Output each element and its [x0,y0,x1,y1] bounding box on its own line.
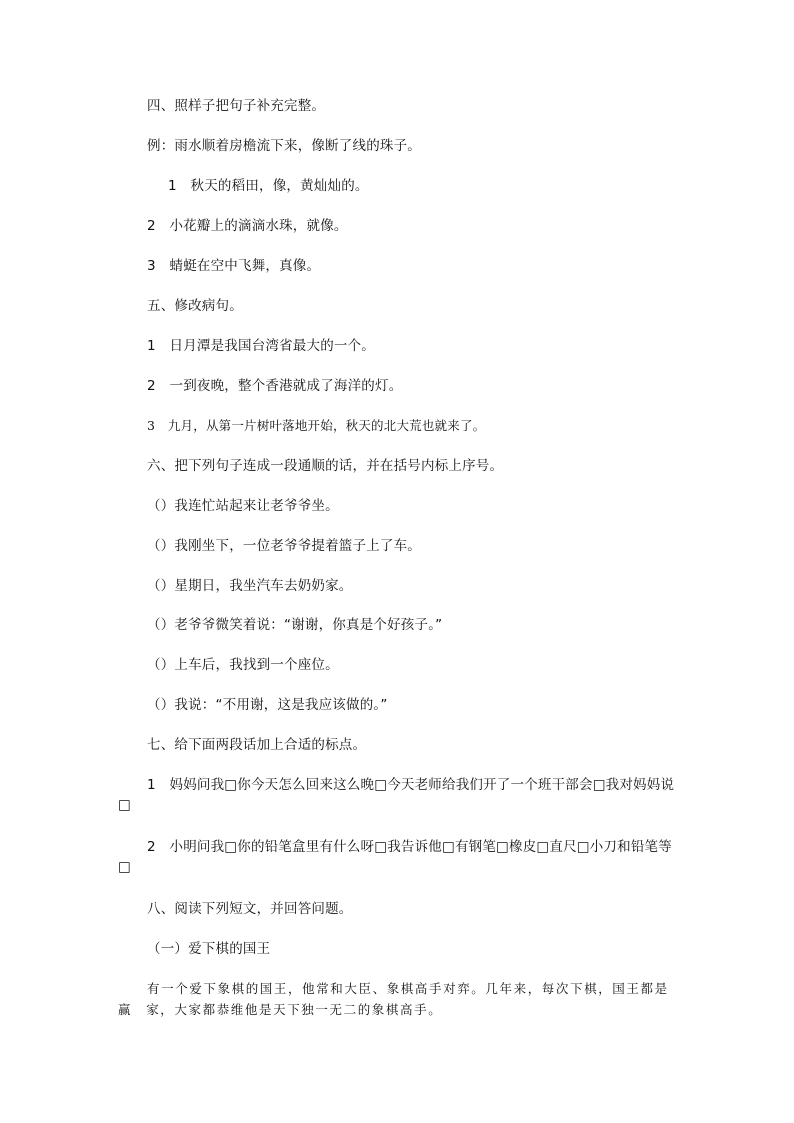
section-6-item-4: （）老爷爷微笑着说：“谢谢，你真是个好孩子。” [147,617,443,633]
section-6-item-5: （）上车后，我找到一个座位。 [147,657,339,673]
section-6-item-3: （）星期日，我坐汽车去奶奶家。 [147,578,353,594]
section-6-item-6: （）我说：“不用谢，这是我应该做的。” [147,697,388,713]
section-5-heading: 五、修改病句。 [147,298,243,314]
section-4-heading: 四、照样子把句子补充完整。 [147,98,326,114]
section-5-item-3: 3 九月，从第一片树叶落地开始，秋天的北大荒也就来了。 [147,418,486,433]
section-5-item-1: 1 日月潭是我国台湾省最大的一个。 [147,338,375,354]
section-6-item-2: （）我刚坐下，一位老爷爷提着篮子上了车。 [147,538,421,554]
section-4-item-1: 1 秋天的稻田，像，黄灿灿的。 [168,178,369,194]
section-8-subheading: （一）爱下棋的国王 [147,941,271,957]
section-4-example: 例：雨水顺着房檐流下来，像断了线的珠子。 [147,138,421,154]
section-6-heading: 六、把下列句子连成一段通顺的话，并在括号内标上序号。 [147,458,504,474]
section-7-item-1: 1 妈妈问我□你今天怎么回来这么晚□今天老师给我们开了一个班干部会□我对妈妈说□ [118,777,675,813]
section-5-item-2: 2 一到夜晚，整个香港就成了海洋的灯。 [147,378,403,394]
section-7-heading: 七、给下面两段话加上合适的标点。 [147,737,367,753]
section-6-item-1: （）我连忙站起来让老爷爷坐。 [147,498,339,514]
section-8-heading: 八、阅读下列短文，并回答问题。 [147,901,353,917]
section-7-item-2: 2 小明问我□你的铅笔盒里有什么呀□我告诉他□有钢笔□橡皮□直尺□小刀和铅笔等□ [118,839,672,875]
section-4-item-3: 3 蜻蜓在空中飞舞，真像。 [147,258,321,274]
section-8-passage: 有一个爱下象棋的国王，他常和大臣、象棋高手对弈。几年来，每次下棋，国王都是赢 家，大家都恭维他是天下独一无二的象棋高手。 [118,981,669,1017]
section-4-item-2: 2 小花瓣上的滴滴水珠，就像。 [147,218,348,234]
